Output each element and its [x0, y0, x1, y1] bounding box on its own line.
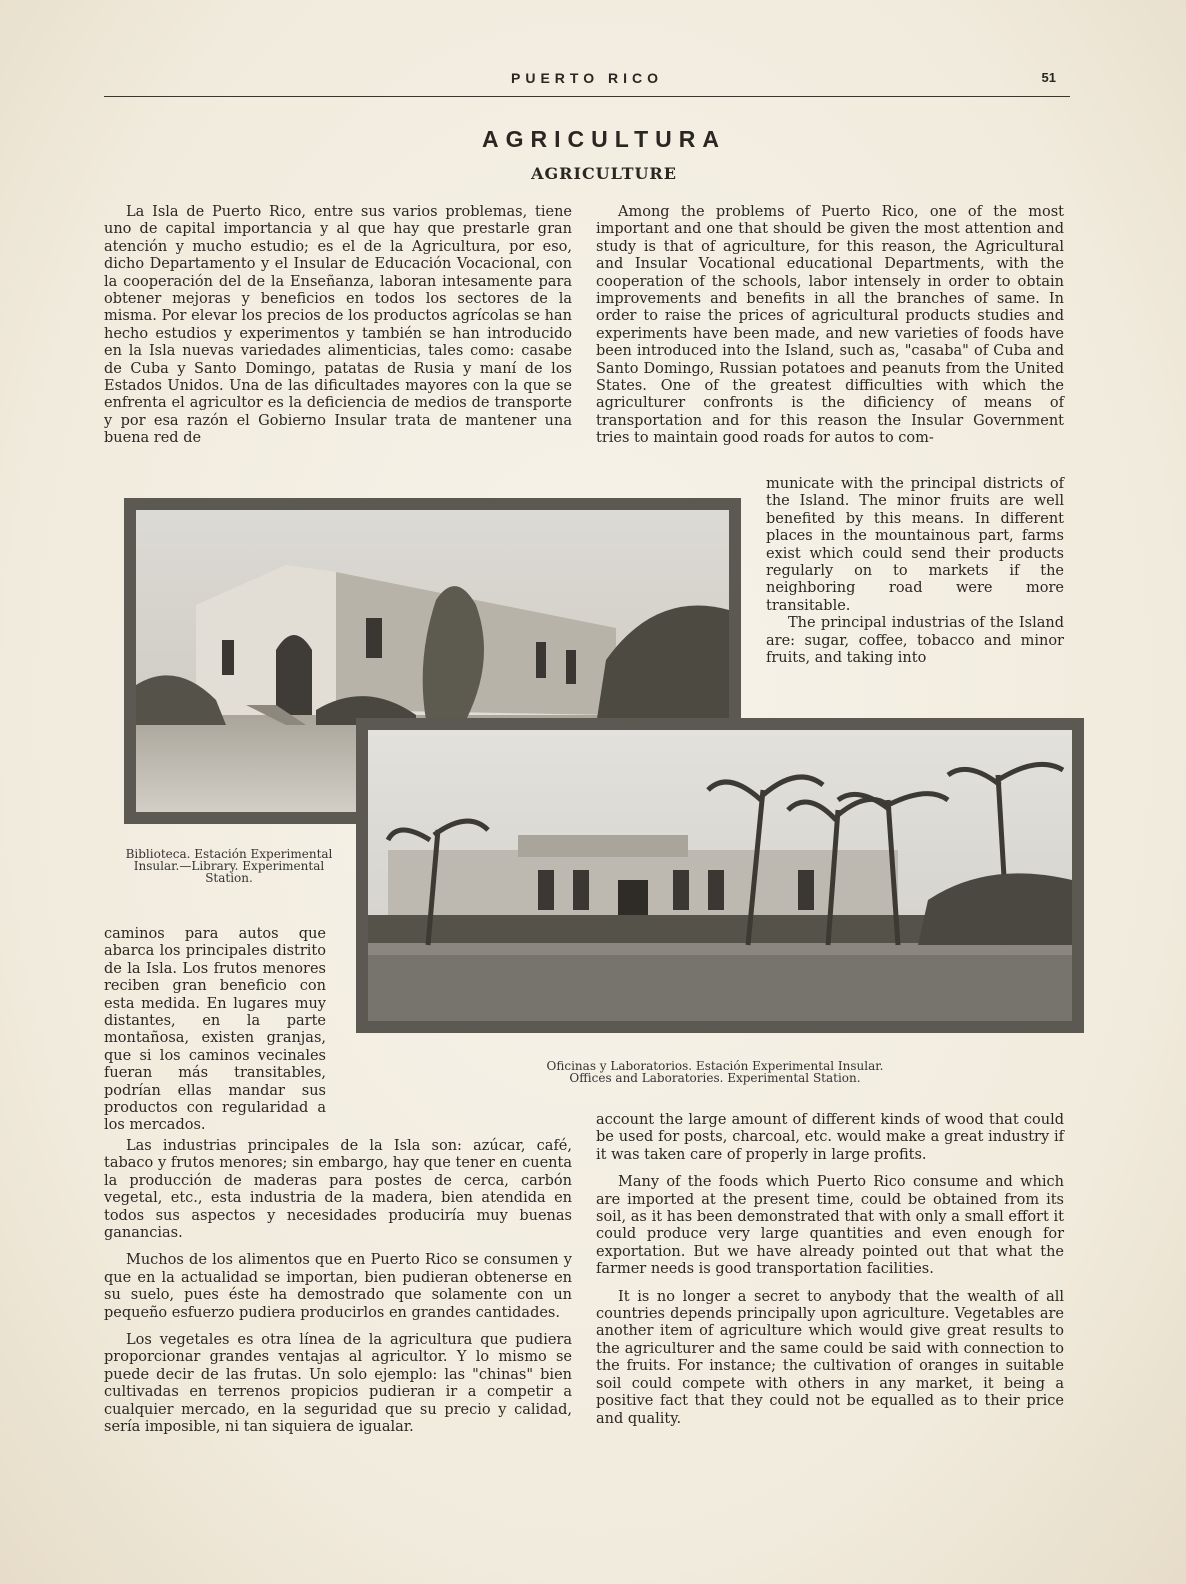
english-lower	[596, 1112, 1064, 1428]
english-continued	[766, 476, 1064, 667]
offices-caption-spanish: Oficinas y Laboratorios. Estación Experimental Insular.	[546, 1059, 884, 1073]
header-title: PUERTO RICO	[511, 70, 663, 86]
english-intro	[596, 204, 1064, 448]
spanish-continued-paragraph: caminos para autos que abarca los principales distrito de la Isla. Los frutos menores reciben gran beneficio con esta medida. En lugares muy distantes, en la parte montañosa, existen granjas, que si los caminos vecinales fueran más transitables, podrían ellas mandar sus productos con regularidad a los mercados.	[104, 926, 326, 1134]
spanish-intro-paragraph: La Isla de Puerto Rico, entre sus varios problemas, tiene uno de capital importancia y al que hay que prestarle gran atención y mucho estudio; es el de la Agricultura, por eso, dicho Departamento y el Insular de Educación Vocacional, con la cooperación del de la Enseñanza, laboran intesamente para obtener mejoras y beneficios en todos los sectores de la misma. Por elevar los precios de los productos agrícolas se han hecho estudios y experimentos y también se han introducido en la Isla nuevas variedades alimenticias, tales como: casabe de Cuba y Santo Domingo, patatas de Rusia y maní de los Estados Unidos. Una de las dificultades mayores con la que se enfrenta el agricultor es la deficiencia de medios de transporte y por esa razón el Gobierno Insular trata de mantener una buena red de	[104, 204, 572, 447]
page-number: 51	[1041, 70, 1056, 85]
offices-caption-english: Offices and Laboratories. Experimental Station.	[569, 1071, 861, 1085]
english-vegetables-paragraph: It is no longer a secret to anybody that the wealth of all countries depends principally upon agriculture. Vegetables are another item of agriculture which would give great results to the agriculturer and the same could be said with connection to the fruits. For instance; the cultivation of oranges in suitable soil could compete with others in any market, it being a positive fact that they could not be equalled as to their price and quality.	[596, 1288, 1064, 1427]
running-header	[104, 68, 1070, 97]
article-title-english: AGRICULTURE	[531, 164, 677, 183]
spanish-intro	[104, 204, 572, 448]
offices-caption	[480, 1060, 950, 1084]
english-foods-paragraph: Many of the foods which Puerto Rico consume and which are imported at the present time, could be obtained from its soil, as it has been demonstrated that with only a small effort it could produce very large quantities and even enough for exportation. But we have already pointed out that what the farmer needs is good transportation facilities.	[596, 1174, 1064, 1278]
english-industries-end: account the large amount of different kinds of wood that could be used for posts, charcoal, etc. would make a great industry if it was taken care of properly in large profits.	[596, 1112, 1064, 1163]
english-continued-paragraph: municate with the principal districts of the Island. The minor fruits are well benefited by this means. In different places in the mountainous part, farms exist which could send their products regularly on to markets if the neighboring road were more transitable.	[766, 476, 1064, 614]
library-caption: Biblioteca. Estación Experimental Insular.—Library. Experimental Station.	[125, 847, 333, 885]
english-intro-paragraph: Among the problems of Puerto Rico, one of the most important and one that should be given the most attention and study is that of agriculture, for this reason, the Agricultural and Insular Vocational educational Departments, with the cooperation of the schools, labor intensely in order to obtain improvements and benefits in all the branches of same. In order to raise the prices of agricultural products studies and experiments have been made, and new varieties of foods have been introduced into the Island, such as, "casaba" of Cuba and Santo Domingo, Russian potatoes and peanuts from the United States. One of the greatest difficulties with which the agriculturer confronts is the dificiency of means of transportation and for this reason the Insular Government tries to maintain good roads for autos to com-	[596, 204, 1064, 447]
spanish-foods-paragraph: Muchos de los alimentos que en Puerto Rico se consumen y que en la actualidad se importan, bien pudieran obtenerse en su suelo, pues éste ha demostrado que solamente con un pequeño esfuerzo pudiera producirlos en grandes cantidades.	[104, 1252, 572, 1321]
spanish-continued	[104, 926, 326, 1135]
spanish-vegetables-paragraph: Los vegetales es otra línea de la agricultura que pudiera proporcionar grandes ventajas al agricultor. Y lo mismo se puede decir de las frutas. Un solo ejemplo: las "chinas" bien cultivadas en terrenos propicios pudieran ir a competir a cualquier mercado, en la seguridad que su precio y calidad, sería imposible, ni tan siquiera de igualar.	[104, 1332, 572, 1436]
article-title-spanish: AGRICULTURA	[482, 126, 726, 152]
spanish-industries-paragraph: Las industrias principales de la Isla son: azúcar, café, tabaco y frutos menores; sin embargo, hay que tener en cuenta la producción de maderas para postes de cerca, carbón vegetal, etc., esta industria de la madera, bien atendida en todos sus aspectos y necesidades produciría muy buenas ganancias.	[104, 1138, 572, 1242]
offices-photo	[356, 718, 1084, 1033]
offices-building-image	[368, 730, 1072, 1021]
spanish-lower	[104, 1138, 572, 1437]
english-industries-start: The principal industrias of the Island are: sugar, coffee, tobacco and minor fruits, and taking into	[766, 615, 1064, 667]
